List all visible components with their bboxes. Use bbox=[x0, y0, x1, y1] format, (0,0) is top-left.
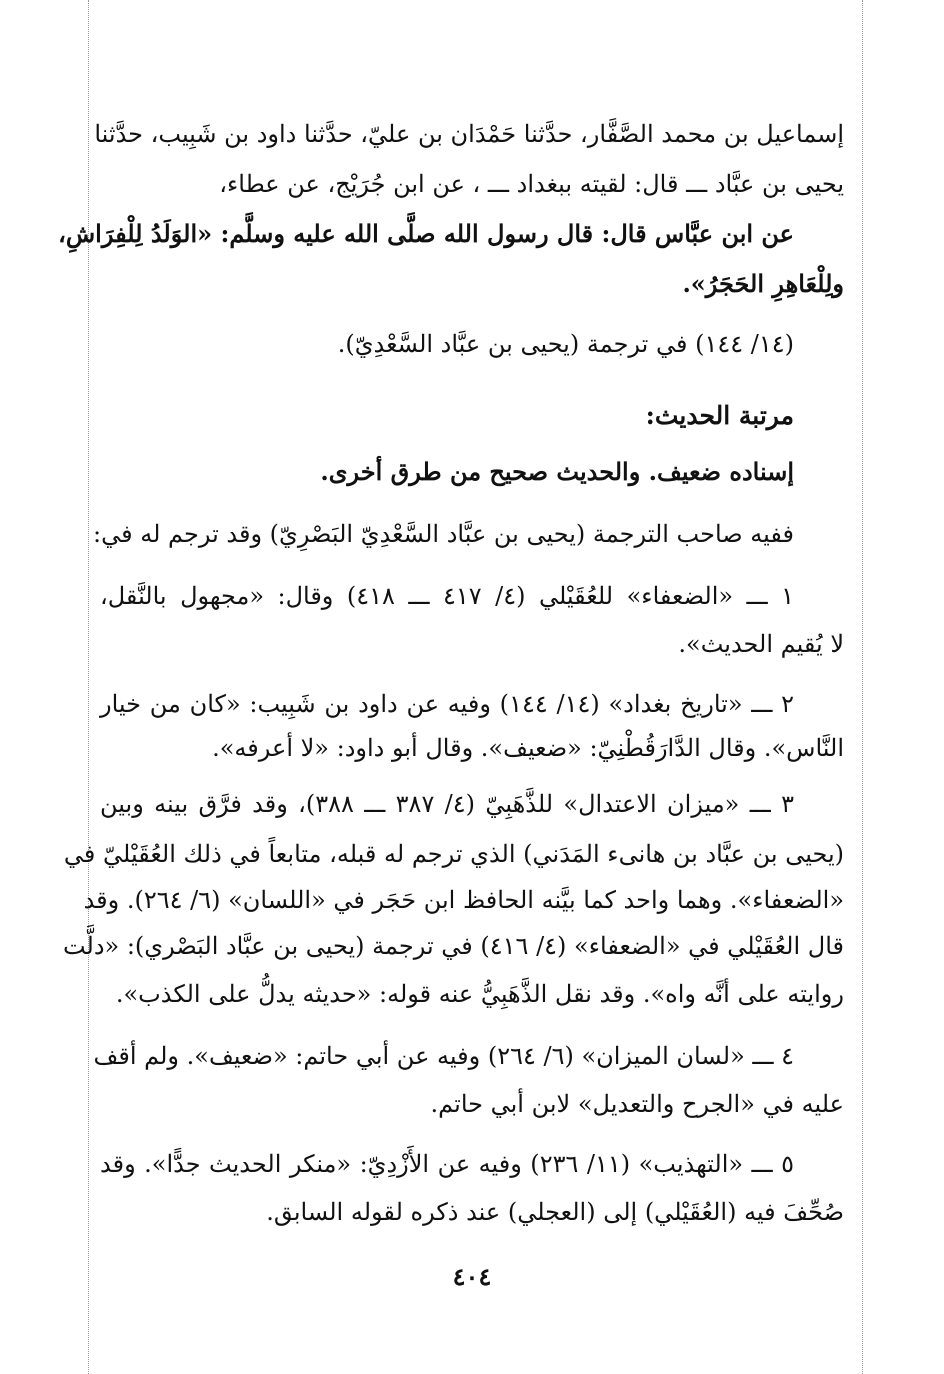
item-2-line-1: ٢ ـــ «تاريخ بغداد» (١٤/ ١٤٤) وفيه عن داود بن شَبِيب: «كان من خيار bbox=[100, 690, 795, 718]
text-line-intro: ففيه صاحب الترجمة (يحيى بن عبَّاد السَّعْدِيّ البَصْرِيّ) وقد ترجم له في: bbox=[93, 520, 794, 548]
grading-statement: إسناده ضعيف. والحديث صحيح من طرق أخرى. bbox=[320, 457, 794, 486]
item-1-line-1: ١ ـــ «الضعفاء» للعُقَيْلي (٤/ ٤١٧ ـــ ٤١٨) وقال: «مجهول بالنَّقل، bbox=[100, 582, 795, 610]
item-3-line-1: ٣ ـــ «ميزان الاعتدال» للذَّهَبِيّ (٤/ ٣٨٧ ـــ ٣٨٨)، وقد فرَّق بينه وبين bbox=[100, 790, 795, 818]
text-line-hadith-2: ولِلْعَاهِرِ الحَجَرُ». bbox=[682, 269, 844, 298]
item-5-line-1: ٥ ـــ «التهذيب» (١١/ ٢٣٦) وفيه عن الأَزْدِيّ: «منكر الحديث جدًّا». وقد bbox=[100, 1150, 795, 1178]
text-line-hadith-1: عن ابن عبَّاس قال: قال رسول الله صلَّى الله عليه وسلَّم: «الوَلَدُ لِلْفِرَاشِ، bbox=[58, 219, 794, 248]
scan-edge-right bbox=[862, 0, 864, 1374]
text-line-isnad-2: يحيى بن عبَّاد ـــ قال: لقيته ببغداد ـــ ، عن ابن جُرَيْج، عن عطاء، bbox=[219, 170, 844, 198]
item-4-line-1: ٤ ـــ «لسان الميزان» (٦/ ٢٦٤) وفيه عن أبي حاتم: «ضعيف». ولم أقف bbox=[93, 1042, 794, 1070]
item-2-line-2: النَّاس». وقال الدَّارَقُطْنِيّ: «ضعيف». وقال أبو داود: «لا أعرفه». bbox=[212, 734, 844, 762]
item-1-line-2: لا يُقيم الحديث». bbox=[678, 630, 844, 658]
item-3-line-3: «الضعفاء». وهما واحد كما بيَّنه الحافظ ابن حَجَر في «اللسان» (٦/ ٢٦٤). وقد bbox=[83, 886, 844, 914]
scan-edge-left bbox=[88, 0, 90, 1374]
section-heading: مرتبة الحديث: bbox=[645, 401, 794, 430]
item-3-line-5: روايته على أنَّه واه». وقد نقل الذَّهَبِيُّ عنه قوله: «حديثه يدلُّ على الكذب». bbox=[115, 980, 844, 1008]
source-reference: (١٤/ ١٤٤) في ترجمة (يحيى بن عبَّاد السَّعْدِيّ). bbox=[337, 330, 794, 358]
item-4-line-2: عليه في «الجرح والتعديل» لابن أبي حاتم. bbox=[430, 1090, 844, 1118]
item-5-line-2: صُحِّفَ فيه (العُقَيْلي) إلى (العجلي) عند ذكره لقوله السابق. bbox=[266, 1198, 844, 1226]
text-line-isnad-1: إسماعيل بن محمد الصَّفَّار، حدَّثنا حَمْدَان بن عليّ، حدَّثنا داود بن شَبِيب، حدَّثنا bbox=[94, 120, 844, 148]
item-3-line-4: قال العُقَيْلي في «الضعفاء» (٤/ ٤١٦) في ترجمة (يحيى بن عبَّاد البَصْري): «دلَّت bbox=[62, 932, 844, 960]
item-3-line-2: (يحيى بن عبَّاد بن هانىء المَدَني) الذي ترجم له قبله، متابعاً في ذلك العُقَيْليّ في bbox=[63, 840, 844, 868]
page-number: ٤٠٤ bbox=[452, 1262, 492, 1291]
